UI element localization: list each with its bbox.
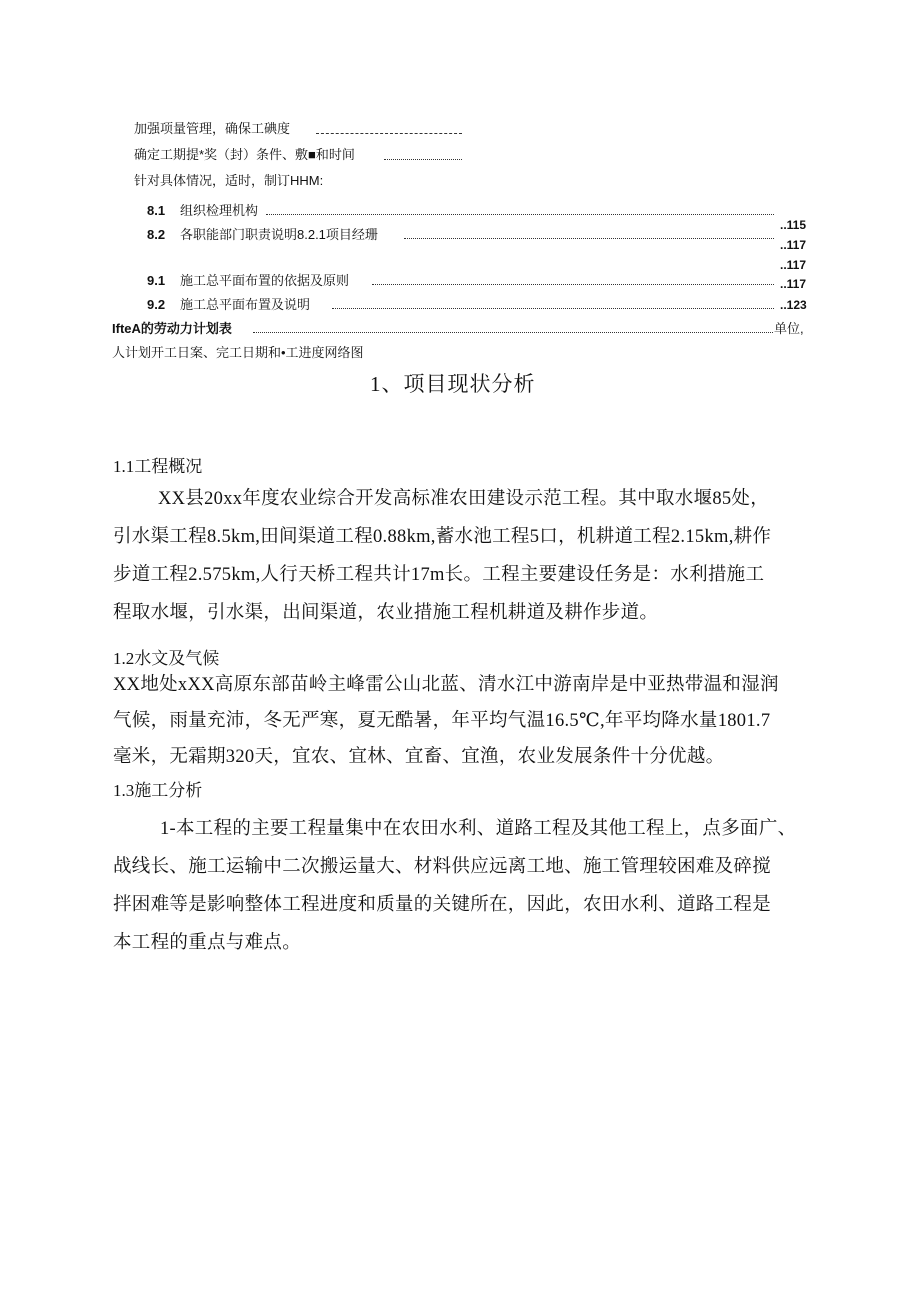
toc-leader [332,308,774,309]
section-heading-1-1: 1.1工程概况 [113,457,203,476]
toc-page-117: ..117 [780,238,807,252]
paragraph-line: 1-本工程的主要工程量集中在农田水利、道路工程及其他工程上，点多面广、 [160,819,797,839]
paragraph-line: 本工程的重点与难点。 [113,933,302,953]
toc-page-117: ..117 [780,258,807,272]
toc-line-clipped-text: 针对具体情况，适时，制订HHM: [134,173,324,188]
paragraph-line: 气候，雨量充沛，冬无严寒，夏无酷暑，年平均气温16.5℃,年平均降水量1801.7 [113,711,771,731]
paragraph-line: 毫米，无霜期320天，宜农、宜林、宜畜、宜渔，农业发展条件十分优越。 [113,747,725,767]
toc-entry-9-2-number: 9.2 [147,297,166,312]
toc-entry-8-1-number: 8.1 [147,203,166,218]
toc-entry-9-2-title: 施工总平面布置及说明 [180,297,311,312]
toc-page-123: ..123 [780,298,807,312]
toc-page-117: ..117 [780,277,807,291]
toc-line-schedule-text: 确定工期提*奖（封）条件、敷■和时间 [134,147,355,162]
paragraph-line: 拌困难等是影响整体工程进度和质量的关键所在，因此，农田水利、道路工程是 [113,895,772,915]
toc-labor-unit: 单位, [774,321,804,336]
toc-line-schedule [134,146,355,164]
toc-leader [266,214,774,215]
toc-leader [404,238,774,239]
toc-line-clipped [134,172,374,188]
toc-entry-8-2-title: 各职能部门职责说明8.2.1项目经珊 [180,227,378,242]
toc-entry-8-2-number: 8.2 [147,227,166,242]
toc-entry-8-1-title: 组织检理机构 [180,203,259,218]
section-heading-1-2: 1.2水文及气候 [113,649,220,668]
paragraph-line: 战线长、施工运输中二次搬运量大、材料供应远离工地、施工管理较困难及碎搅 [113,857,772,877]
toc-line-quality-text: 加强项量管理，确保工碘度 [134,121,291,136]
toc-last-line: 人计划开工日案、完工日期和•工进度网络图 [112,345,364,360]
toc-entry-9-1-title: 施工总平面布置的依据及原则 [180,273,350,288]
section-heading-1-3: 1.3施工分析 [113,781,203,800]
toc-line-quality [134,120,290,138]
toc-leader [384,159,462,160]
paragraph-line: XX县20xx年度农业综合开发高标准农田建设示范工程。其中取水堰85处， [158,489,770,509]
toc-leader [372,284,774,285]
toc-labor-plan: IfteA的劳动力计划表 [112,321,232,336]
toc-leader [316,133,462,134]
toc-entry-9-1-number: 9.1 [147,273,166,288]
paragraph-line: 程取水堰，引水渠，出间渠道，农业措施工程机耕道及耕作步道。 [113,603,659,623]
paragraph-line: 引水渠工程8.5km,田间渠道工程0.88km,蓄水池工程5口，机耕道工程2.15km,耕作 [113,527,772,547]
paragraph-line: XX地处xXX高原东部苗岭主峰雷公山北蓝、清水江中游南岸是中亚热带温和湿润 [113,675,779,695]
toc-leader [253,332,773,333]
page-title: 1、项目现状分析 [370,372,536,396]
paragraph-line: 步道工程2.575km,人行天桥工程共计17m长。工程主要建设任务是：水利措施工 [113,565,765,585]
toc-page-115: ..115 [780,218,807,232]
